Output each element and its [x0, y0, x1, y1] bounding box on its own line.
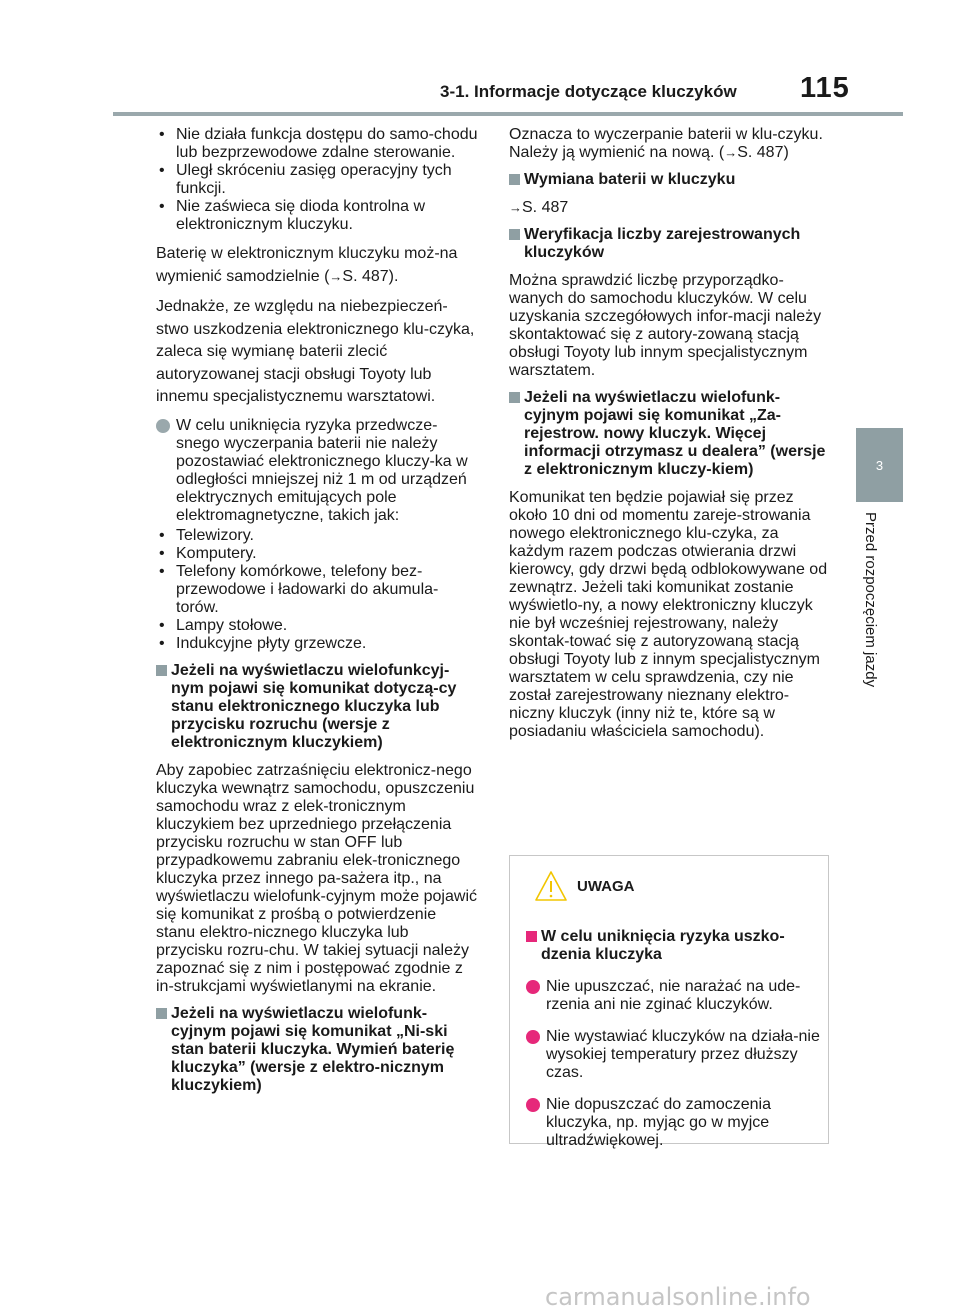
text-fragment: Baterię w elektronicznym kluczyku moż-na wymienić samodzielnie (	[156, 245, 458, 285]
list-item: • Telewizory.	[156, 527, 478, 545]
heading-text: Jeżeli na wyświetlaczu wielofunk-cyjnym pojawi się komunikat „Ni-ski stan baterii kluczyka. Wymień baterię kluczyka” (wersje z elektro-nicznym kluczykiem)	[171, 1004, 455, 1094]
square-bullet-icon	[509, 392, 520, 403]
list-item: • Nie zaświeca się dioda kontrolna w elektronicznym kluczyku.	[156, 198, 478, 234]
page-reference-link[interactable]: S. 487	[522, 199, 569, 216]
section-heading	[156, 1005, 478, 1095]
list-item: • Komputery.	[156, 545, 478, 563]
bullet-list-symptoms	[156, 126, 478, 234]
chapter-number: 3	[875, 457, 884, 473]
caution-item	[526, 1028, 824, 1082]
square-bullet-icon	[509, 174, 520, 185]
page-header	[0, 0, 960, 120]
left-column	[156, 126, 478, 1105]
section-heading	[156, 662, 478, 752]
list-item: • Indukcyjne płyty grzewcze.	[156, 635, 478, 653]
page-number: 115	[800, 72, 850, 104]
heading-text: Jeżeli na wyświetlaczu wielofunk-cyjnym pojawi się komunikat „Za-rejestrow. nowy kluczyk. Więcej informacji otrzymasz u dealera” (wersje z elektronicznym kluczy-kiem)	[524, 389, 826, 478]
section-heading	[509, 389, 831, 479]
bullet-list-devices	[156, 527, 478, 653]
square-bullet-icon	[156, 665, 167, 676]
square-bullet-icon	[509, 229, 520, 240]
body-paragraph	[509, 126, 831, 162]
caution-item	[526, 978, 824, 1014]
note-text: W celu uniknięcia ryzyka przedwcze-snego wyczerpania baterii nie należy pozostawiać elektronicznego kluczy-ka w odległości mniejszej niż 1 m od urządzeń elektrycznych emitujących pole elektromagnetyczne, takich jak:	[176, 416, 468, 524]
caution-title: UWAGA	[577, 878, 635, 895]
watermark: carmanualsonline.info	[545, 1283, 811, 1311]
body-paragraph: Można sprawdzić liczbę przyporządko-wanych do samochodu kluczyków. W celu uzyskania szczegółowych infor-macji należy skontaktować się z autory-zowaną stacją obsługi Toyoty lub innym specjalistycznym warsztatem.	[509, 272, 822, 379]
circle-bullet-icon	[526, 1098, 540, 1112]
right-column	[509, 126, 831, 750]
text-fragment: Oznacza to wyczerpanie baterii w klu-czyku. Należy ją wymienić na nową. (	[509, 126, 823, 161]
caution-item	[526, 1096, 824, 1150]
section-heading	[509, 226, 831, 262]
square-bullet-icon	[526, 931, 537, 942]
heading-text: W celu uniknięcia ryzyka uszko-dzenia kluczyka	[541, 928, 785, 963]
arrow-icon: →	[329, 268, 343, 284]
battery-replace-paragraph	[156, 243, 478, 288]
caution-heading	[526, 928, 824, 964]
square-bullet-icon	[156, 1008, 167, 1019]
section-heading	[509, 171, 831, 189]
caution-item-text: Nie upuszczać, nie narażać na ude-rzenia ani nie zginać kluczyków.	[546, 978, 801, 1013]
heading-text: Weryfikacja liczby zarejestrowanych kluczyków	[524, 226, 801, 261]
heading-text: Wymiana baterii w kluczyku	[524, 171, 736, 188]
circle-bullet-icon	[526, 980, 540, 994]
page-reference-link[interactable]: S. 487).	[342, 267, 399, 285]
circle-bullet-icon	[526, 1030, 540, 1044]
recommendation-paragraph: Jednakże, ze względu na niebezpieczeń-stwo uszkodzenia elektronicznego klu-czyka, zaleca się wymianę baterii zlecić autoryzowanej stacji obsługi Toyoty lub innemu specjalistycznemu warsztatowi.	[156, 298, 475, 405]
caution-header	[510, 856, 828, 916]
header-rule	[113, 112, 903, 116]
note-item	[156, 417, 478, 525]
arrow-icon: →	[724, 145, 738, 160]
body-paragraph: Komunikat ten będzie pojawiał się przez około 10 dni od momentu zareje-strowania nowego elektronicznego klu-czyka, za każdym razem podczas otwierania drzwi kierowcy, gdy drzwi będą odblokowywane od zewnątrz. Jeżeli taki komunikat zostanie wyświetlo-ny, a nowy elektroniczny kluczyk nie był wcześniej rejestrowany, należy skontak-tować się z autoryzowaną stacją obsługi Toyoty lub z innym specjalistycznym warsztatem w celu sprawdzenia, czy nie został zarejestrowany nieznany elektro-niczny kluczyk (inny niż te, które są w posiadaniu właściciela samochodu).	[509, 489, 828, 740]
list-item: • Nie działa funkcja dostępu do samo-chodu lub bezprzewodowe zdalne sterowanie.	[156, 126, 478, 162]
arrow-icon: →	[509, 200, 522, 215]
section-title: 3-1. Informacje dotyczące kluczyków	[440, 82, 737, 101]
page-reference-link[interactable]: S. 487)	[737, 144, 789, 161]
chapter-tab[interactable]	[856, 428, 903, 502]
caution-item-text: Nie wystawiać kluczyków na działa-nie wysokiej temperatury przez dłuższy czas.	[546, 1028, 820, 1081]
list-item: • Lampy stołowe.	[156, 617, 478, 635]
chapter-label: Przed rozpoczęciem jazdy	[862, 512, 879, 688]
caution-body	[526, 928, 824, 1164]
body-paragraph: Aby zapobiec zatrzaśnięciu elektronicz-nego kluczyka wewnątrz samochodu, opuszczeniu samochodu wraz z elek-tronicznym kluczykiem bez uprzedniego przełączenia przycisku rozruchu w stan OFF lub przypadkowemu zabraniu elek-tronicznego kluczyka przez innego pa-sażera itp., na wyświetlaczu wielofunk-cyjnym może pojawić się komunikat z prośbą o potwierdzenie stanu elektro-nicznego kluczyka lub przycisku rozru-chu. W takiej sytuacji należy zapoznać się z nim i postępować zgodnie z in-strukcjami wyświetlanymi na ekranie.	[156, 761, 477, 995]
caution-item-text: Nie dopuszczać do zamoczenia kluczyka, np. myjąc go w myjce ultradźwiękowej.	[546, 1096, 772, 1149]
caution-box	[509, 855, 829, 1149]
reference-line	[509, 199, 831, 217]
heading-text: Jeżeli na wyświetlaczu wielofunkcyj-nym pojawi się komunikat dotyczą-cy stanu elektronicznego kluczyka lub przycisku rozruchu (wersje z elektronicznym kluczykiem)	[171, 661, 457, 751]
warning-triangle-icon	[534, 870, 568, 902]
list-item: • Telefony komórkowe, telefony bez-przewodowe i ładowarki do akumula-torów.	[156, 563, 478, 617]
list-item: • Uległ skróceniu zasięg operacyjny tych funkcji.	[156, 162, 478, 198]
circle-bullet-icon	[156, 419, 170, 433]
